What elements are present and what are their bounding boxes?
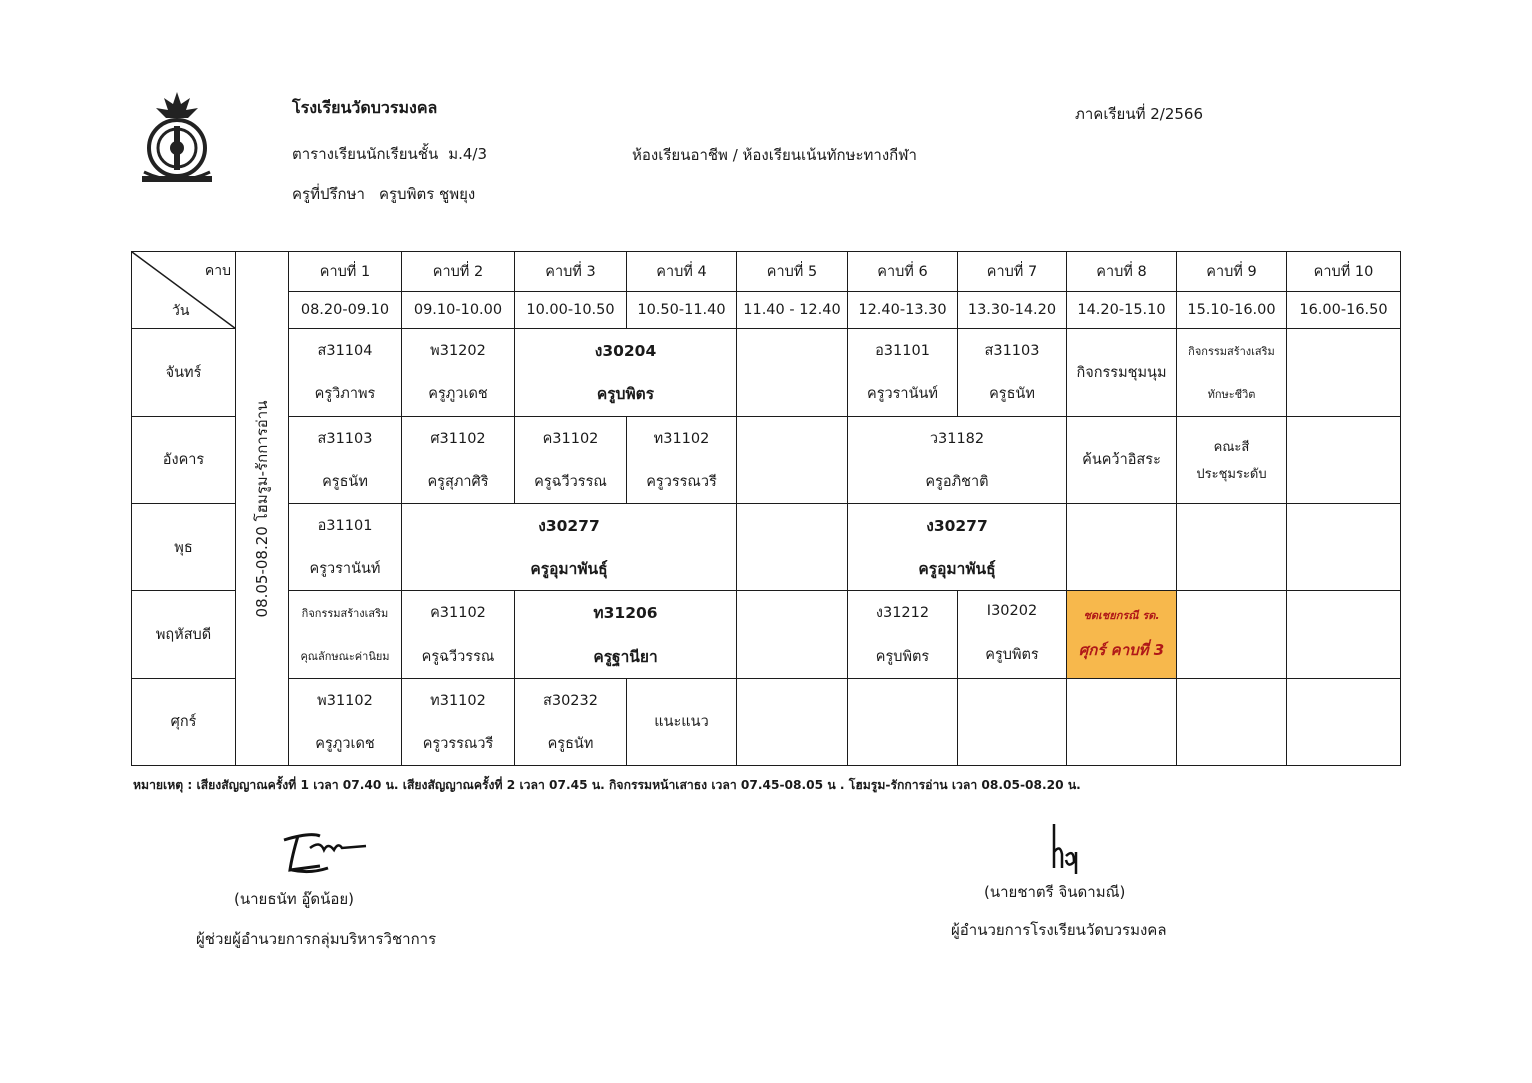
activity-cell <box>289 591 402 678</box>
empty-cell <box>737 416 848 503</box>
teacher-name: ครูวรรณวรี <box>422 735 494 752</box>
period-header: คาบที่ 4 <box>627 252 737 292</box>
class-cell <box>958 329 1067 416</box>
teacher-name: ครูอุมาพันธุ์ <box>918 560 996 579</box>
empty-cell <box>848 678 958 765</box>
class-cell <box>402 329 515 416</box>
class-cell <box>627 416 737 503</box>
subject-code: ง30277 <box>926 516 988 535</box>
period-time: 11.40 - 12.40 <box>737 291 848 329</box>
footnote: หมายเหตุ : เสียงสัญญาณครั้งที่ 1 เวลา 07.40 น. เสียงสัญญาณครั้งที่ 2 เวลา 07.45 น. กิจกรรมหน้าเสาธง เวลา 07.45-08.05 น . โฮมรูม-รักการอ่าน เวลา 08.05-08.20 น. <box>133 778 1081 792</box>
teacher-name: ครูวรานันท์ <box>309 561 381 578</box>
activity-cell <box>1177 329 1287 416</box>
day-label: พฤหัสบดี <box>132 591 236 678</box>
makeup-note: ชดเชยกรณี รด. <box>1083 609 1160 623</box>
empty-cell <box>1287 678 1401 765</box>
subject-code: ศ31102 <box>430 430 486 447</box>
teacher-name: ครูสุภาศิริ <box>427 473 489 490</box>
teacher-name: ครูภูวเดช <box>428 386 488 403</box>
subject-code: ท31102 <box>430 692 486 709</box>
period-header: คาบที่ 2 <box>402 252 515 292</box>
activity-line: กิจกรรมสร้างเสริม <box>1188 344 1275 358</box>
period-time: 10.50-11.40 <box>627 291 737 329</box>
class-cell <box>402 503 737 590</box>
empty-cell <box>737 678 848 765</box>
class-cell <box>848 503 1067 590</box>
subject-code: ส31104 <box>317 343 373 360</box>
empty-cell <box>1287 591 1401 678</box>
teacher-name: ครูธนัท <box>547 735 594 752</box>
empty-cell <box>1287 329 1401 416</box>
period-header: คาบที่ 10 <box>1287 252 1401 292</box>
activity-line: ประชุมระดับ <box>1196 466 1267 482</box>
period-header: คาบที่ 1 <box>289 252 402 292</box>
period-time: 08.20-09.10 <box>289 291 402 329</box>
day-row-monday <box>132 329 1401 416</box>
class-line <box>292 142 487 166</box>
activity-cell <box>1177 416 1287 503</box>
teacher-name: ครูฉวีวรรณ <box>534 473 607 490</box>
subject-code: อ31101 <box>317 517 373 534</box>
corner-day-label: วัน <box>172 303 190 320</box>
signatory-right-title: ผู้อำนวยการโรงเรียนวัดบวรมงคล <box>951 921 1167 939</box>
corner-period-label: คาบ <box>204 263 231 279</box>
subject-code: I30202 <box>986 603 1038 620</box>
empty-cell <box>1287 503 1401 590</box>
subject-code: ส31103 <box>317 430 373 447</box>
day-row-thursday <box>132 591 1401 678</box>
period-header: คาบที่ 8 <box>1067 252 1177 292</box>
semester: ภาคเรียนที่ 2/2566 <box>1075 105 1203 123</box>
empty-cell <box>1177 503 1287 590</box>
subject-code: พ31202 <box>430 343 486 360</box>
period-header: คาบที่ 5 <box>737 252 848 292</box>
empty-cell <box>737 329 848 416</box>
teacher-name: ครูอภิชาติ <box>925 473 989 490</box>
activity-line: ทักษะชีวิต <box>1207 387 1256 401</box>
teacher-name: ครูบพิตร <box>985 646 1039 663</box>
activity-cell: แนะแนว <box>627 678 737 765</box>
advisor-line <box>292 182 475 206</box>
period-time: 12.40-13.30 <box>848 291 958 329</box>
period-header: คาบที่ 3 <box>515 252 627 292</box>
signatory-left-title: ผู้ช่วยผู้อำนวยการกลุ่มบริหารวิชาการ <box>196 930 437 948</box>
day-label: จันทร์ <box>132 329 236 416</box>
class-cell <box>848 591 958 678</box>
subject-code: ง30204 <box>594 342 657 361</box>
activity-line: คุณลักษณะค่านิยม <box>300 650 390 664</box>
teacher-name: ครูวรรณวรี <box>646 473 717 490</box>
subject-code: ท31102 <box>653 430 710 447</box>
activity-line: กิจกรรมสร้างเสริม <box>301 606 389 620</box>
day-label: ศุกร์ <box>132 678 236 765</box>
activity-cell: กิจกรรมชุมนุม <box>1067 329 1177 416</box>
subject-code: ง30277 <box>538 516 600 535</box>
period-header: คาบที่ 7 <box>958 252 1067 292</box>
class-cell <box>402 591 515 678</box>
homeroom-cell <box>236 252 289 766</box>
class-cell <box>848 416 1067 503</box>
empty-cell <box>1067 503 1177 590</box>
time-header-row <box>132 291 1401 329</box>
advisor-label: ครูที่ปรึกษา <box>292 185 365 203</box>
class-cell <box>848 329 958 416</box>
period-time: 14.20-15.10 <box>1067 291 1177 329</box>
signature-right <box>1048 822 1088 876</box>
teacher-name: ครูธนัท <box>322 473 368 490</box>
signature-left <box>280 826 370 882</box>
subject-code: ง31212 <box>875 605 930 622</box>
period-time: 16.00-16.50 <box>1287 291 1401 329</box>
room-type: ห้องเรียนอาชีพ / ห้องเรียนเน้นทักษะทางกีฬา <box>632 146 917 164</box>
makeup-slot: ศุกร์ คาบที่ 3 <box>1078 641 1165 660</box>
day-label: พุธ <box>132 503 236 590</box>
timetable <box>131 251 1401 766</box>
period-time: 09.10-10.00 <box>402 291 515 329</box>
class-cell <box>289 678 402 765</box>
class-value: ม.4/3 <box>448 145 487 163</box>
activity-line: คณะสี <box>1213 439 1250 455</box>
subject-code: ว31182 <box>929 430 985 447</box>
subject-code: ส31103 <box>984 343 1040 360</box>
makeup-class-cell <box>1067 591 1177 678</box>
empty-cell <box>1177 678 1287 765</box>
empty-cell <box>958 678 1067 765</box>
subject-code: ส30232 <box>543 692 598 709</box>
class-label: ตารางเรียนนักเรียนชั้น <box>292 145 439 163</box>
class-cell <box>402 416 515 503</box>
day-row-friday <box>132 678 1401 765</box>
subject-code: ค31102 <box>542 430 599 447</box>
class-cell <box>515 678 627 765</box>
signatory-left-name: (นายธนัท อู๊ดน้อย) <box>234 890 355 908</box>
corner-cell <box>132 252 236 329</box>
subject-code: พ31102 <box>317 692 373 709</box>
class-cell <box>289 416 402 503</box>
teacher-name: ครูฐานียา <box>593 647 658 666</box>
school-name: โรงเรียนวัดบวรมงคล <box>292 98 438 117</box>
teacher-name: ครูบพิตร <box>875 648 930 665</box>
period-header: คาบที่ 6 <box>848 252 958 292</box>
period-header-row <box>132 252 1401 292</box>
teacher-name: ครูบพิตร <box>596 385 655 404</box>
advisor-name: ครูบพิตร ชูพยุง <box>378 185 476 203</box>
subject-code: ค31102 <box>430 605 486 622</box>
activity-cell: ค้นคว้าอิสระ <box>1067 416 1177 503</box>
homeroom-label: 08.05-08.20 โฮมรูม-รักการอ่าน <box>253 400 271 617</box>
teacher-name: ครูธนัท <box>989 386 1035 403</box>
subject-code: ท31206 <box>593 604 658 623</box>
empty-cell <box>1177 591 1287 678</box>
teacher-name: ครูอุมาพันธุ์ <box>530 560 608 579</box>
period-time: 15.10-16.00 <box>1177 291 1287 329</box>
period-header: คาบที่ 9 <box>1177 252 1287 292</box>
class-cell <box>515 591 737 678</box>
teacher-name: ครูวรานันท์ <box>867 386 938 403</box>
class-cell <box>289 329 402 416</box>
class-cell <box>515 416 627 503</box>
teacher-name: ครูวิภาพร <box>314 386 376 403</box>
period-time: 10.00-10.50 <box>515 291 627 329</box>
class-cell <box>958 591 1067 678</box>
empty-cell <box>737 591 848 678</box>
class-cell <box>515 329 737 416</box>
day-label: อังคาร <box>132 416 236 503</box>
period-time: 13.30-14.20 <box>958 291 1067 329</box>
subject-code: อ31101 <box>875 343 930 360</box>
signatory-right-name: (นายชาตรี จินดามณี) <box>984 883 1126 901</box>
empty-cell <box>737 503 848 590</box>
class-cell <box>402 678 515 765</box>
day-row-wednesday <box>132 503 1401 590</box>
empty-cell <box>1067 678 1177 765</box>
teacher-name: ครูฉวีวรรณ <box>421 648 495 665</box>
empty-cell <box>1287 416 1401 503</box>
day-row-tuesday <box>132 416 1401 503</box>
class-cell <box>289 503 402 590</box>
school-logo <box>132 88 222 188</box>
teacher-name: ครูภูวเดช <box>315 735 375 752</box>
